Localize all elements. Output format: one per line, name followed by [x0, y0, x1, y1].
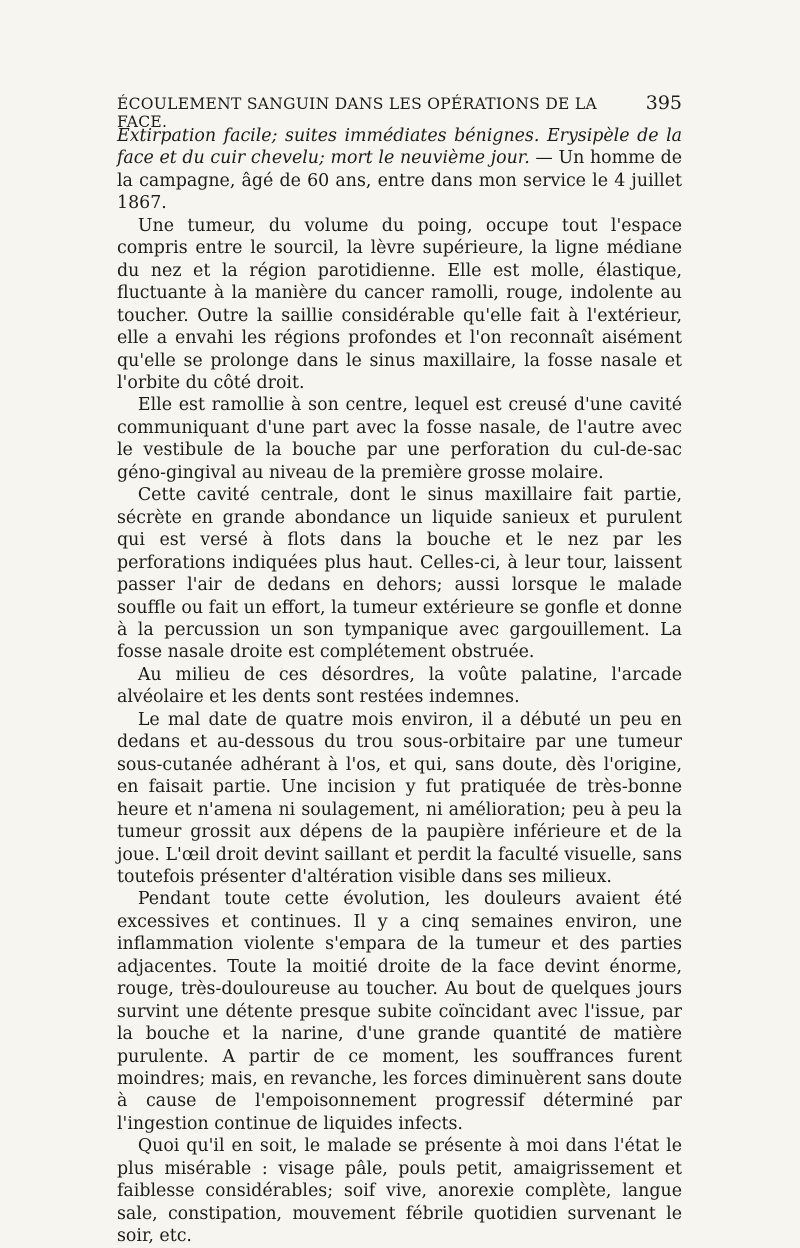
paragraph-text: — Un homme de la campagne, âgé de 60 ans, entre dans mon service le 4 juillet 1867.	[117, 148, 682, 214]
paragraph: Quoi qu'il en soit, le malade se présente à moi dans l'état le plus misérable : visage pâle, pouls petit, amaigrissement et faiblesse considérables; soif vive, anorexie complète, langue sale, constipation, mouvement fébrile quotidien survenant le soir, etc.	[117, 1136, 682, 1247]
paragraph: Elle est ramollie à son centre, lequel est creusé d'une cavité communiquant d'une part avec la fosse nasale, de l'autre avec le vestibule de la bouche par une perforation du cul-de-sac géno-gingival au niveau de la première grosse molaire.	[117, 395, 682, 483]
paragraph: Le mal date de quatre mois environ, il a débuté un peu en dedans et au-dessous du trou sous-orbitaire par une tumeur sous-cutanée adhérant à l'os, et qui, sans doute, dès l'origine, en faisait partie. Une incision y fut pratiquée de très-bonne heure et n'amena ni soulagement, ni amélioration; peu à peu la tumeur grossit aux dépens de la paupière inférieure et de la joue. L'œil droit devint saillant et perdit la faculté visuelle, sans toutefois présenter d'altération visible dans ses milieux.	[117, 709, 682, 887]
page-number: 395	[645, 92, 682, 114]
paragraph: Une tumeur, du volume du poing, occupe tout l'espace compris entre le sourcil, la lèvre supérieure, la ligne médiane du nez et la région parotidienne. Elle est molle, élastique, fluctuante à la manière du cancer ramolli, rouge, indolente au toucher. Outre la saillie considérable qu'elle fait à l'extérieur, elle a envahi les régions profondes et l'on reconnaît aisément qu'elle se prolonge dans le sinus maxillaire, la fosse nasale et l'orbite du côté droit.	[117, 215, 682, 393]
paragraph: Pendant toute cette évolution, les douleurs avaient été excessives et continues. Il y a cinq semaines environ, une inflammation violente s'empara de la tumeur et des parties adjacentes. Toute la moitié droite de la face devint énorme, rouge, très-douloureuse au toucher. Au bout de quelques jours survint une détente presque subite coïncidant avec l'issue, par la bouche et la narine, d'une grande quantité de matière purulente. A partir de ce moment, les souffrances furent moindres; mais, en revanche, les forces diminuèrent sans doute à cause de l'empoisonnement progressif déterminé par l'ingestion continue de liquides infects.	[117, 889, 682, 1134]
paragraph: Cette cavité centrale, dont le sinus maxillaire fait partie, sécrète en grande abondance un liquide sanieux et purulent qui est versé à flots dans la bouche et le nez par les perforations indiquées plus haut. Celles-ci, à leur tour, laissent passer l'air de dedans en dehors; aussi lorsque le malade souffle ou fait un effort, la tumeur extérieure se gonfle et donne à la percussion un son tympanique avec gargouillement. La fosse nasale droite est complétement obstruée.	[117, 485, 682, 663]
paragraph: Au milieu de ces désordres, la voûte palatine, l'arcade alvéolaire et les dents sont restées indemnes.	[117, 664, 682, 708]
italic-case-summary: Extirpation facile; suites immédiates bénignes. Erysipèle de la face et du cuir chevelu; mort le neuvième jour.	[117, 126, 682, 169]
paragraph	[117, 125, 682, 215]
body-text	[117, 125, 682, 1248]
running-title: ÉCOULEMENT SANGUIN DANS LES OPÉRATIONS DE LA FACE.	[117, 95, 597, 131]
